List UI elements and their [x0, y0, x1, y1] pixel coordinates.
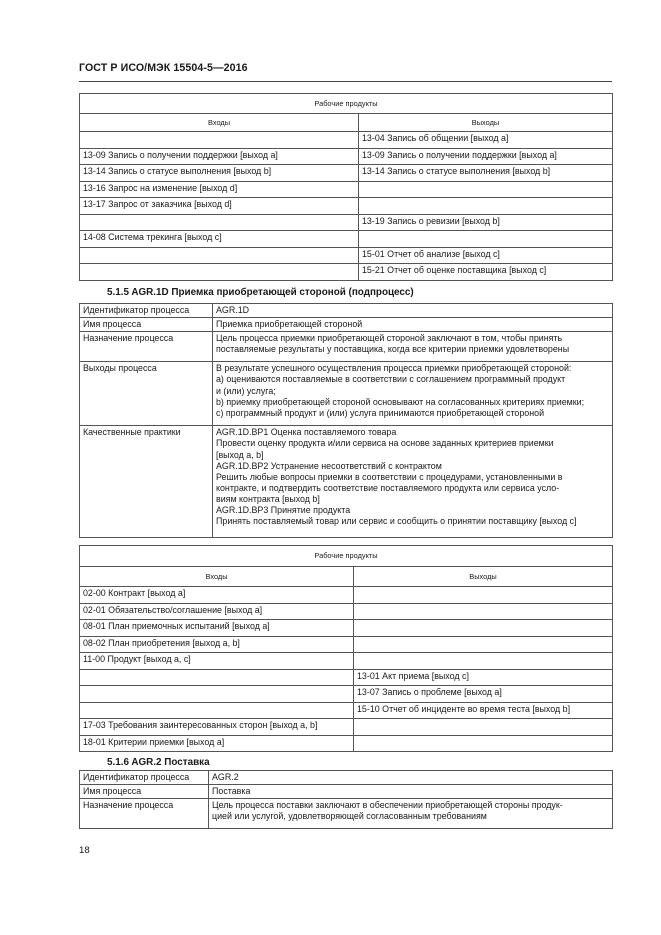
output-cell: [354, 620, 613, 637]
input-cell: 17-03 Требования заинтересованных сторон [выход a, b]: [80, 719, 354, 736]
text-line: с) программный продукт и (или) услуга принимаются приобретающей стороной: [216, 407, 545, 418]
table-row: [80, 669, 613, 686]
process-purpose-value: [213, 332, 613, 362]
text-line: AGR.1D.BP1 Оценка поставляемого товара: [216, 427, 397, 438]
text-line: b) приемку приобретающей стороной основывают на согласованных критериях приемки;: [216, 396, 585, 407]
process-practices-label: Качественные практики: [80, 426, 213, 538]
input-cell: [80, 702, 354, 719]
text-line: AGR.1D.BP3 Принятие продукта: [216, 505, 351, 516]
output-cell: 13-01 Акт приема [выход c]: [354, 669, 613, 686]
table-row: [80, 719, 613, 736]
text-line: [выход a, b]: [216, 449, 264, 460]
section-heading-agr2: 5.1.6 AGR.2 Поставка: [107, 757, 210, 768]
table-row: [80, 603, 613, 620]
text-line: Провести оценку продукта и/или сервиса на основе заданных критериев приемки: [216, 438, 554, 449]
process-id-label: Идентификатор процесса: [80, 304, 213, 318]
table-row: [80, 620, 613, 637]
document-header: ГОСТ Р ИСО/МЭК 15504-5—2016: [79, 62, 248, 74]
output-cell: [359, 231, 613, 248]
outputs-header: Выходы: [354, 567, 613, 587]
table-row: [80, 198, 613, 215]
input-cell: 02-01 Обязательство/соглашение [выход a]: [80, 603, 354, 620]
output-cell: [354, 636, 613, 653]
table-row: [80, 231, 613, 248]
output-cell: [359, 181, 613, 198]
output-cell: [354, 603, 613, 620]
text-line: контракте, и подтвердить соответствие поставляемого продукта или сервиса усло-: [216, 482, 560, 493]
output-cell: 13-14 Запись о статусе выполнения [выход b]: [359, 165, 613, 182]
text-line: AGR.1D.BP2 Устранение несоответствий с контрактом: [216, 460, 442, 471]
output-cell: [359, 198, 613, 215]
table-row: [80, 132, 613, 149]
input-cell: 14-08 Система трекинга [выход c]: [80, 231, 359, 248]
output-cell: [354, 719, 613, 736]
process-purpose-label: Назначение процесса: [80, 799, 209, 829]
process-name-value: Приемка приобретающей стороной: [213, 318, 613, 332]
text-line: и (или) услуга;: [216, 385, 276, 396]
input-cell: 08-01 План приемочных испытаний [выход a]: [80, 620, 354, 637]
output-cell: [354, 587, 613, 604]
process-table-agr2: [79, 770, 613, 829]
input-cell: 11-00 Продукт [выход a, c]: [80, 653, 354, 670]
process-outputs-label: Выходы процесса: [80, 362, 213, 426]
text-line: а) оцениваются поставляемые в соответствии с соглашением программный продукт: [216, 374, 566, 385]
text-line: цией или услугой, удовлетворяющей согласованным требованиям: [212, 811, 487, 822]
work-products-table-1: [79, 93, 613, 281]
table-row: [80, 214, 613, 231]
table-row: [80, 686, 613, 703]
header-divider: [79, 81, 612, 82]
output-cell: 13-09 Запись о получении поддержки [выход a]: [359, 148, 613, 165]
text-line: Решить любые вопросы приемки в соответствии с процедурами, установленными в: [216, 471, 563, 482]
page-number: 18: [79, 845, 90, 856]
input-cell: 13-09 Запись о получении поддержки [выход a]: [80, 148, 359, 165]
table-row: [80, 636, 613, 653]
text-line: В результате успешного осуществления процесса приемки приобретающей стороной:: [216, 363, 572, 374]
process-name-label: Имя процесса: [80, 318, 213, 332]
table-row: [80, 702, 613, 719]
process-outputs-value: [213, 362, 613, 426]
inputs-header: Входы: [80, 567, 354, 587]
table-row: [80, 264, 613, 281]
process-table-agr1d: [79, 303, 613, 538]
table-row: [80, 165, 613, 182]
output-cell: 15-21 Отчет об оценке поставщика [выход c]: [359, 264, 613, 281]
process-name-value: Поставка: [209, 785, 613, 799]
input-cell: 18-01 Критерии приемки [выход a]: [80, 735, 354, 752]
work-products-table-2: [79, 545, 613, 752]
input-cell: [80, 686, 354, 703]
process-id-value: AGR.2: [209, 771, 613, 785]
text-line: виям контракта [выход b]: [216, 494, 320, 504]
input-cell: 08-02 План приобретения [выход a, b]: [80, 636, 354, 653]
process-practices-value: [213, 426, 613, 538]
input-cell: [80, 247, 359, 264]
inputs-header: Входы: [80, 114, 359, 132]
output-cell: 15-01 Отчет об анализе [выход c]: [359, 247, 613, 264]
text-line: Принять поставляемый товар или сервис и сообщить о принятии поставщику [выход c]: [216, 516, 577, 527]
output-cell: [354, 653, 613, 670]
process-purpose-value: [209, 799, 613, 829]
text-line: Цель процесса поставки заключают в обеспечении приобретающей стороны продук-: [212, 800, 563, 811]
table-row: [80, 181, 613, 198]
input-cell: [80, 264, 359, 281]
process-name-label: Имя процесса: [80, 785, 209, 799]
input-cell: [80, 669, 354, 686]
work-products-title: Рабочие продукты: [80, 546, 613, 567]
input-cell: [80, 214, 359, 231]
input-cell: [80, 132, 359, 149]
process-id-label: Идентификатор процесса: [80, 771, 209, 785]
process-purpose-label: Назначение процесса: [80, 332, 213, 362]
output-cell: 13-04 Запись об общении [выход a]: [359, 132, 613, 149]
process-id-value: AGR.1D: [213, 304, 613, 318]
table-row: [80, 247, 613, 264]
output-cell: 15-10 Отчет об инциденте во время теста [выход b]: [354, 702, 613, 719]
output-cell: 13-19 Запись о ревизии [выход b]: [359, 214, 613, 231]
input-cell: 13-14 Запись о статусе выполнения [выход b]: [80, 165, 359, 182]
output-cell: [354, 735, 613, 752]
input-cell: 13-16 Запрос на изменение [выход d]: [80, 181, 359, 198]
table-row: [80, 587, 613, 604]
table-row: [80, 735, 613, 752]
input-cell: 13-17 Запрос от заказчика [выход d]: [80, 198, 359, 215]
section-heading-agr1d: 5.1.5 AGR.1D Приемка приобретающей стороной (подпроцесс): [107, 287, 414, 298]
text-line: поставляемые результаты у поставщика, когда все критерии приемки удовлетворены: [216, 344, 570, 355]
outputs-header: Выходы: [359, 114, 613, 132]
input-cell: 02-00 Контракт [выход a]: [80, 587, 354, 604]
output-cell: 13-07 Запись о проблеме [выход a]: [354, 686, 613, 703]
table-row: [80, 148, 613, 165]
work-products-title: Рабочие продукты: [80, 94, 613, 114]
text-line: Цель процесса приемки приобретающей стороной заключают в том, чтобы принять: [216, 333, 563, 344]
table-row: [80, 653, 613, 670]
